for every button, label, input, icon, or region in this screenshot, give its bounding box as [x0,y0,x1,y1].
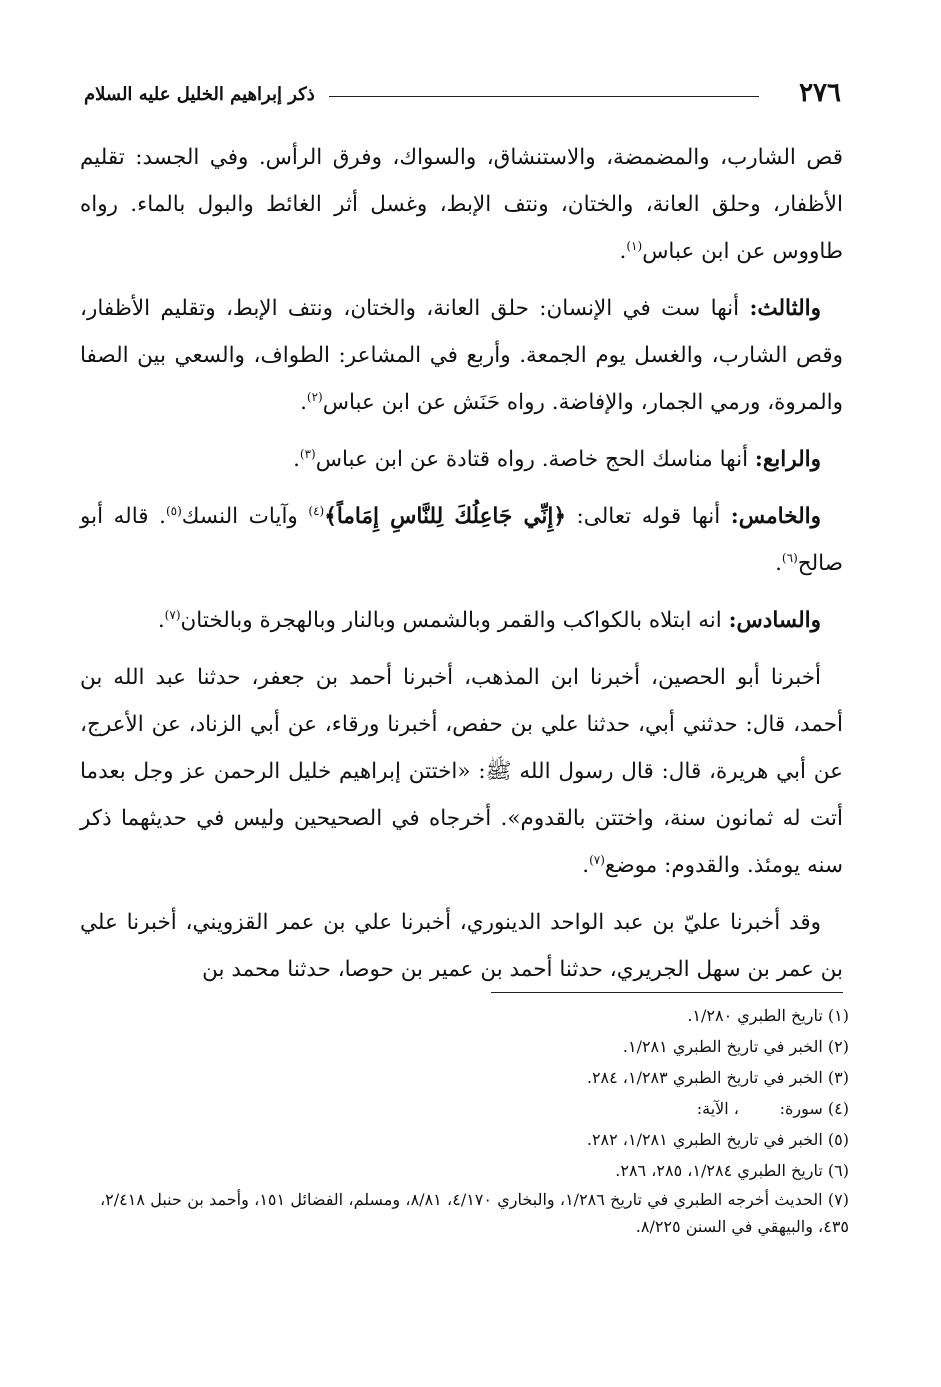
punctuation: . [582,853,590,878]
footnote-ref: (١) [626,238,643,253]
paragraph-1 [80,134,843,275]
paragraph-hadith [80,654,843,889]
punctuation: . [293,447,300,472]
quran-verse: ﴿إِنِّي جَاعِلُكَ لِلنَّاسِ إِمَاماً﴾ [324,504,566,529]
paragraph-lead: والخامس: [730,504,821,529]
footnote-6: (٦) تاريخ الطبري ١/٢٨٤، ٢٨٥، ٢٨٦. [615,1161,849,1180]
footnotes [100,1000,849,1240]
page-number: ٢٧٦ [799,78,841,108]
running-title: ذكر إبراهيم الخليل عليه السلام [84,84,315,105]
footnote-1: (١) تاريخ الطبري ١/٢٨٠. [687,1006,849,1025]
footnote-5: (٥) الخبر في تاريخ الطبري ١/٢٨١، ٢٨٢. [586,1130,849,1149]
header-rule [329,96,759,97]
footnote-ref: (٦) [781,550,798,565]
paragraph-text: أنها ست في الإنسان: حلق العانة، والختان، ونتف الإبط، وتقليم الأظفار، وقص الشارب، والغسل يوم الجمعة. وأربع في المشاعر: الطواف، والسعي بين الصفا والمروة، ورمي الجمار، والإفاضة. رواه حَنَش عن ابن عباس [80,296,843,415]
punctuation: . [775,551,782,576]
footnote-4: (٤) سورة: ، الآية: [696,1099,849,1118]
punctuation: . [157,608,165,633]
paragraph-fourth [80,436,843,483]
main-text [80,134,843,1003]
footnote-ref: (٧) [589,852,605,867]
footnote-3: (٣) الخبر في تاريخ الطبري ١/٢٨٣، ٢٨٤. [586,1068,849,1087]
footnote-2: (٢) الخبر في تاريخ الطبري ١/٢٨١. [622,1037,849,1056]
paragraph-third [80,285,843,426]
punctuation: . [300,390,307,415]
paragraph-text: وقد أخبرنا عليّ بن عبد الواحد الدينوري، أخبرنا علي بن عمر القزويني، أخبرنا علي بن عمر بن سهل الجريري، حدثنا أحمد بن عمير بن حوصا، حدثنا محمد بن [80,910,843,982]
paragraph-fifth [80,493,843,587]
paragraph-text: انه ابتلاه بالكواكب والقمر وبالشمس وبالنار وبالهجرة وبالختان [180,608,729,633]
paragraph-isnad [80,899,843,993]
paragraph-text: . قاله أبو صالح [80,504,843,576]
footnote-ref: (٣) [299,446,316,461]
paragraph-lead: والسادس: [728,608,821,633]
footnote-rule [491,992,843,993]
paragraph-text: أنها مناسك الحج خاصة. رواه قتادة عن ابن عباس [315,447,755,472]
footnote-ref: (٥) [165,503,182,518]
paragraph-lead: والرابع: [754,447,821,472]
paragraph-text: أخبرنا أبو الحصين، أخبرنا ابن المذهب، أخبرنا أحمد بن جعفر، حدثنا عبد الله بن أحمد، قال: حدثني أبي، حدثنا علي بن حفص، أخبرنا ورقاء، عن أبي الزناد، عن الأعرج، عن أبي هريرة، قال: قال رسول الله ﷺ: «اختتن إبراهيم خليل الرحمن عز وجل بعدما أتت له ثمانون سنة، واختتن بالقدوم». أخرجاه في الصحيحين وليس في حديثهما ذكر سنه يومئذ. والقدوم: موضع [80,665,843,878]
paragraph-text: قص الشارب، والمضمضة، والاستنشاق، والسواك، وفرق الرأس. وفي الجسد: تقليم الأظفار، وحلق العانة، والختان، ونتف الإبط، وغسل أثر الغائط والبول بالماء. رواه طاووس عن ابن عباس [80,145,843,264]
punctuation: . [619,239,627,264]
paragraph-sixth [80,597,843,644]
footnote-ref: (٧) [164,607,181,622]
footnote-ref: (٢) [306,389,323,404]
page-header [84,78,841,122]
paragraph-text: أنها قوله تعالى: [565,504,731,529]
footnote-7: (٧) الحديث أخرجه الطبري في تاريخ ١/٢٨٦، والبخاري ٤/١٧٠، ٨/٨١، ومسلم، الفضائل ١٥١، وأحمد بن حنبل ٢/٤١٨، ٤٣٥، والبيهقي في السنن ٨/٢٢٥. [100,1190,850,1236]
paragraph-lead: والثالث: [749,296,821,321]
footnote-ref: (٤) [308,503,325,518]
paragraph-text: وآيات النسك [181,504,309,529]
